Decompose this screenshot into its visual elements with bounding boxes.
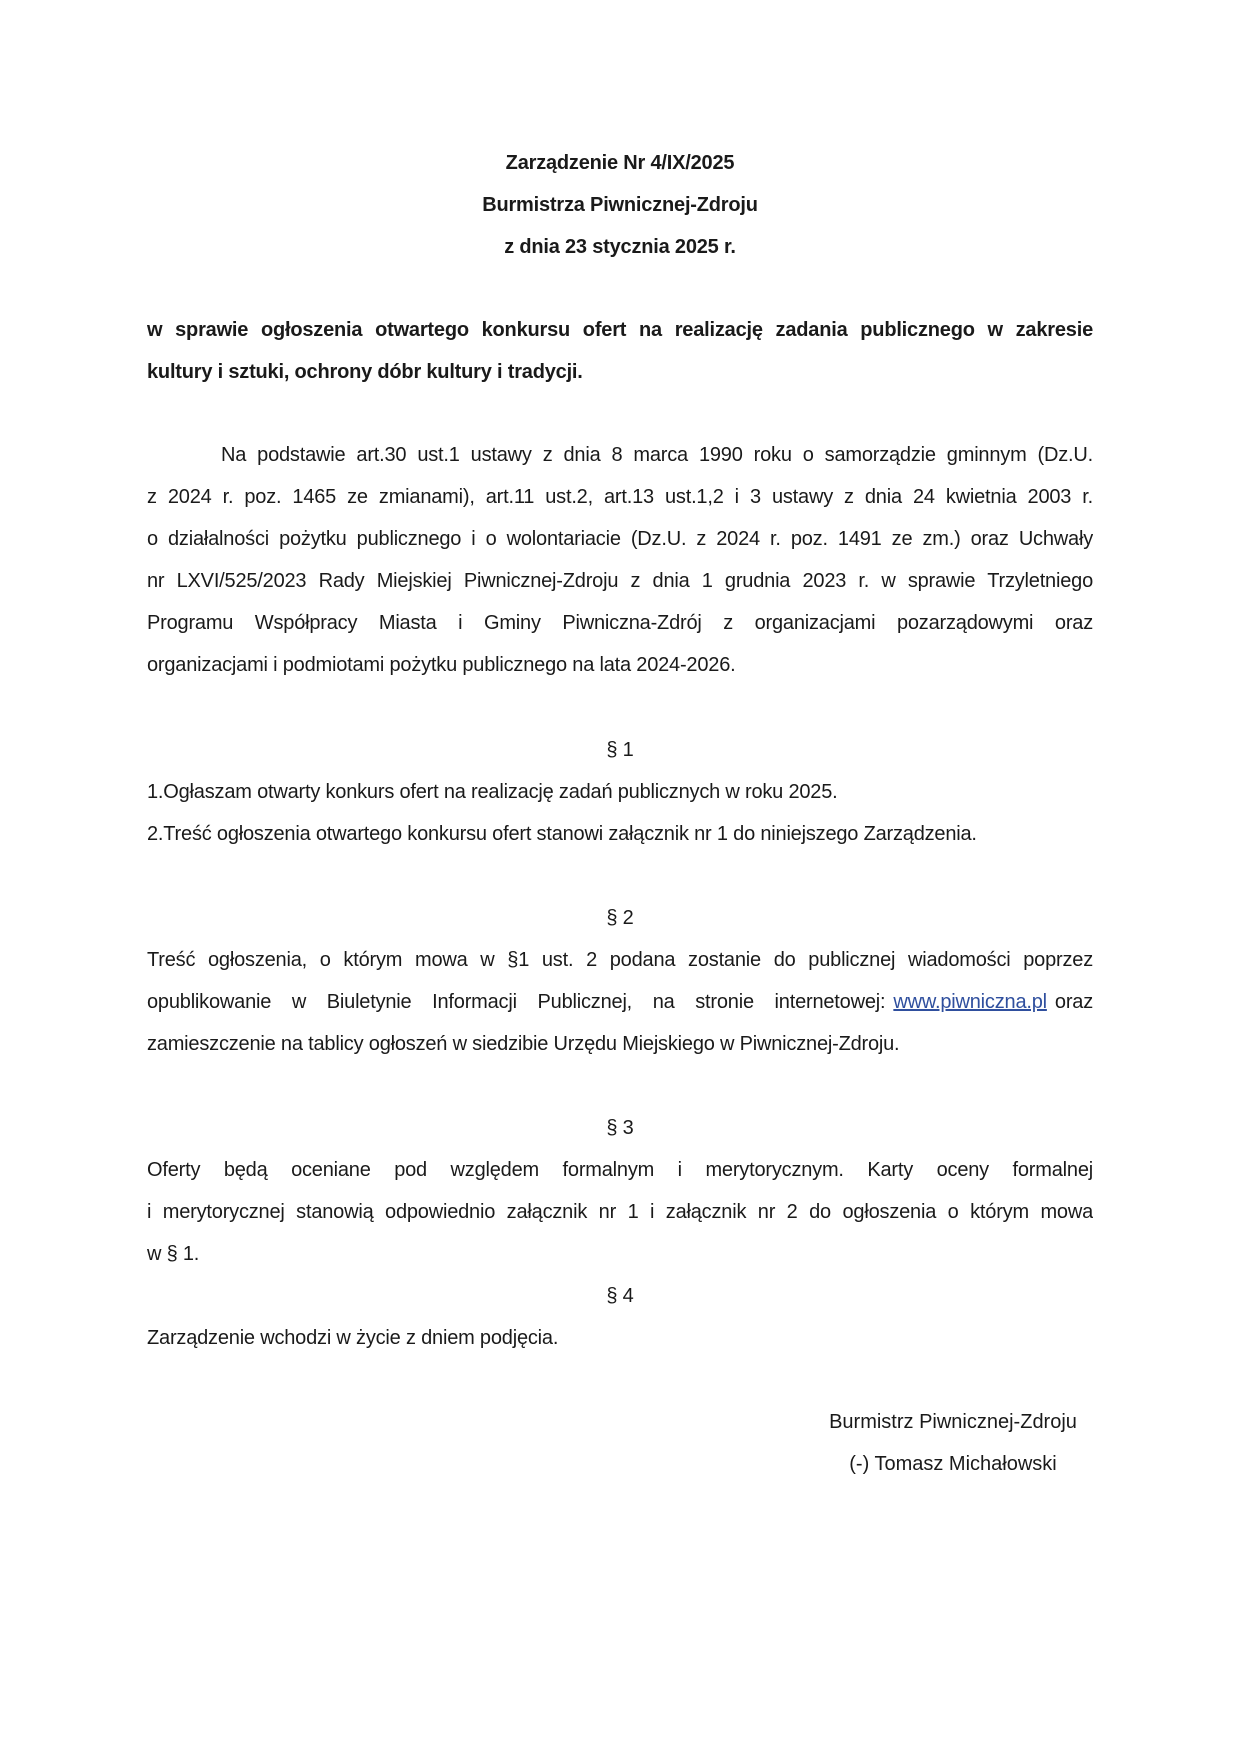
preamble-line: Na podstawie art.30 ust.1 ustawy z dnia 8 marca 1990 roku o samorządzie gminnym (Dz.U. — [221, 444, 1093, 466]
section-1-line: 2.Treść ogłoszenia otwartego konkursu ofert stanowi załącznik nr 1 do niniejszego Zarządzenia. — [147, 823, 977, 845]
document-date: z dnia 23 stycznia 2025 r. — [504, 236, 736, 258]
section-2-line: Treść ogłoszenia, o którym mowa w §1 ust. 2 podana zostanie do publicznej wiadomości poprzez — [147, 949, 1093, 971]
preamble-line: organizacjami i podmiotami pożytku publicznego na lata 2024-2026. — [147, 654, 736, 676]
preamble-line: z 2024 r. poz. 1465 ze zmianami), art.11 ust.2, art.13 ust.1,2 i 3 ustawy z dnia 24 kwietnia 2003 r. — [147, 486, 1093, 508]
section-3-line: Oferty będą oceniane pod względem formalnym i merytorycznym. Karty oceny formalnej — [147, 1159, 1093, 1181]
signature-name: (-) Tomasz Michałowski — [849, 1453, 1057, 1475]
section-2-after-link: oraz — [1054, 991, 1093, 1013]
section-heading-3: § 3 — [606, 1117, 634, 1139]
document-issuer: Burmistrza Piwnicznej-Zdroju — [482, 194, 758, 216]
section-2-line-with-link — [147, 990, 1093, 1014]
preamble-line: o działalności pożytku publicznego i o wolontariacie (Dz.U. z 2024 r. poz. 1491 ze zm.) oraz Uchwały — [147, 528, 1093, 550]
section-heading-4: § 4 — [606, 1285, 634, 1307]
subject-line: kultury i sztuki, ochrony dóbr kultury i tradycji. — [147, 361, 583, 383]
preamble-line: nr LXVI/525/2023 Rady Miejskiej Piwnicznej-Zdroju z dnia 1 grudnia 2023 r. w sprawie Trzyletniego — [147, 570, 1093, 592]
website-link[interactable]: www.piwniczna.pl — [893, 991, 1047, 1013]
document-title: Zarządzenie Nr 4/IX/2025 — [505, 152, 735, 174]
section-1-line: 1.Ogłaszam otwarty konkurs ofert na realizację zadań publicznych w roku 2025. — [147, 781, 838, 803]
section-4-line: Zarządzenie wchodzi w życie z dniem podjęcia. — [147, 1327, 559, 1349]
section-3-line: i merytorycznej stanowią odpowiednio załącznik nr 1 i załącznik nr 2 do ogłoszenia o którym mowa — [147, 1201, 1093, 1223]
section-heading-1: § 1 — [606, 739, 634, 761]
section-2-line-text: opublikowanie w Biuletynie Informacji Publicznej, na stronie internetowej: — [147, 991, 886, 1013]
subject-line: w sprawie ogłoszenia otwartego konkursu ofert na realizację zadania publicznego w zakresie — [147, 319, 1093, 341]
section-2-line: zamieszczenie na tablicy ogłoszeń w siedzibie Urzędu Miejskiego w Piwnicznej-Zdroju. — [147, 1033, 900, 1055]
signature-title: Burmistrz Piwnicznej-Zdroju — [829, 1411, 1077, 1433]
preamble-line: Programu Współpracy Miasta i Gminy Piwniczna-Zdrój z organizacjami pozarządowymi oraz — [147, 612, 1093, 634]
section-heading-2: § 2 — [606, 907, 634, 929]
section-3-line: w § 1. — [147, 1243, 200, 1265]
